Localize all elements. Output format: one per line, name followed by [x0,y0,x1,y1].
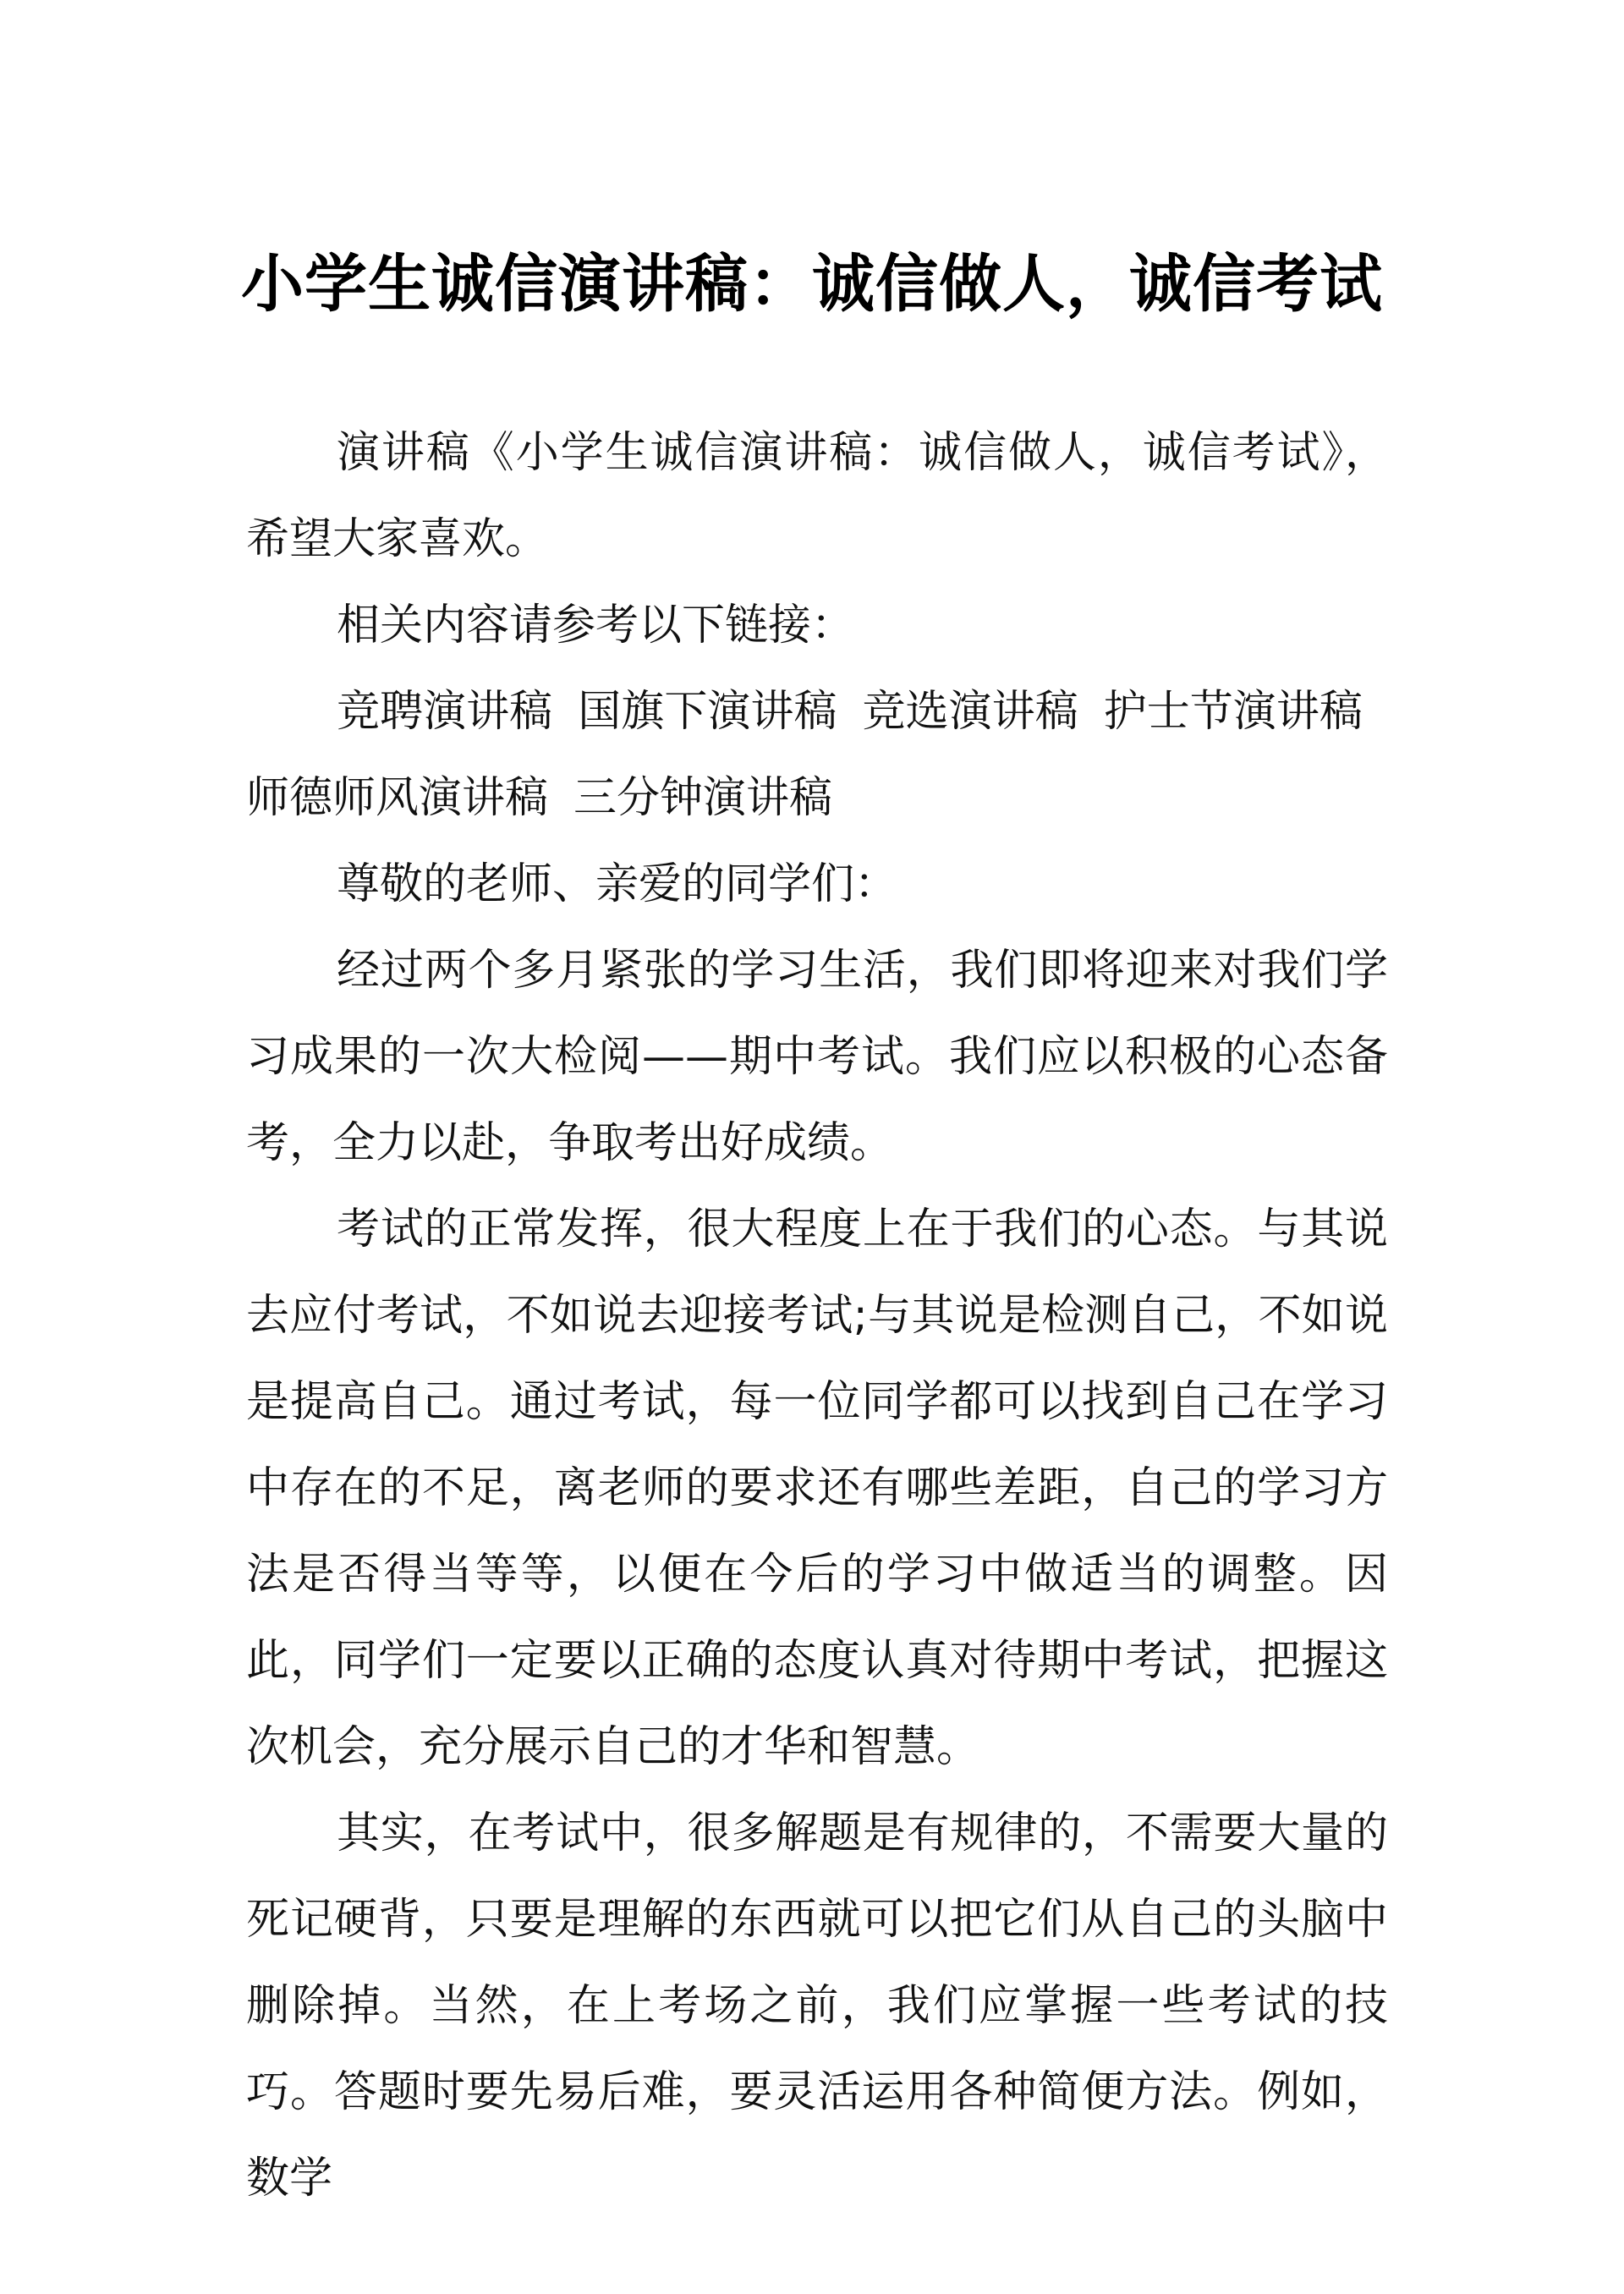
related-label: 相关内容请参考以下链接： [337,601,855,650]
greeting: 尊敬的老师、亲爱的同学们： [337,859,898,909]
body-paragraph: 其实，在考试中，很多解题是有规律的，不需要大量的死记硬背，只要是理解的东西就可以把它们从自己的头脑中删除掉。当然，在上考场之前，我们应掌握一些考试的技巧。答题时要先易后难，要灵活运用各种简便方法。例如，数学 [246,1808,1388,2203]
link-teacher-ethics-speech[interactable]: 师德师风演讲稿 [246,773,549,823]
link-competition-speech[interactable]: 竞聘演讲稿 [337,687,553,737]
document-body [246,410,1388,2222]
link-election-speech[interactable]: 竞选演讲稿 [862,687,1078,737]
document-title: 小学生诚信演讲稿：诚信做人，诚信考试 [241,247,1383,321]
body-paragraph: 经过两个多月紧张的学习生活，我们即将迎来对我们学习成果的一次大检阅——期中考试。我们应以积极的心态备考，全力以赴，争取考出好成绩。 [246,946,1388,1168]
link-flag-speech[interactable]: 国旗下演讲稿 [578,687,837,737]
link-three-minute-speech[interactable]: 三分钟演讲稿 [573,773,833,823]
body-paragraph: 考试的正常发挥，很大程度上在于我们的心态。与其说去应付考试，不如说去迎接考试;与其说是检测自己，不如说是提高自己。通过考试，每一位同学都可以找到自己在学习中存在的不足，离老师的要求还有哪些差距，自己的学习方法是否得当等等，以便在今后的学习中做适当的调整。因此，同学们一定要以正确的态度认真对待期中考试，把握这次机会，充分展示自己的才华和智慧。 [246,1205,1388,1772]
related-links [246,669,1388,842]
link-nurse-day-speech[interactable]: 护士节演讲稿 [1103,687,1363,737]
intro-paragraph: 演讲稿《小学生诚信演讲稿：诚信做人，诚信考试》，希望大家喜欢。 [246,428,1388,564]
